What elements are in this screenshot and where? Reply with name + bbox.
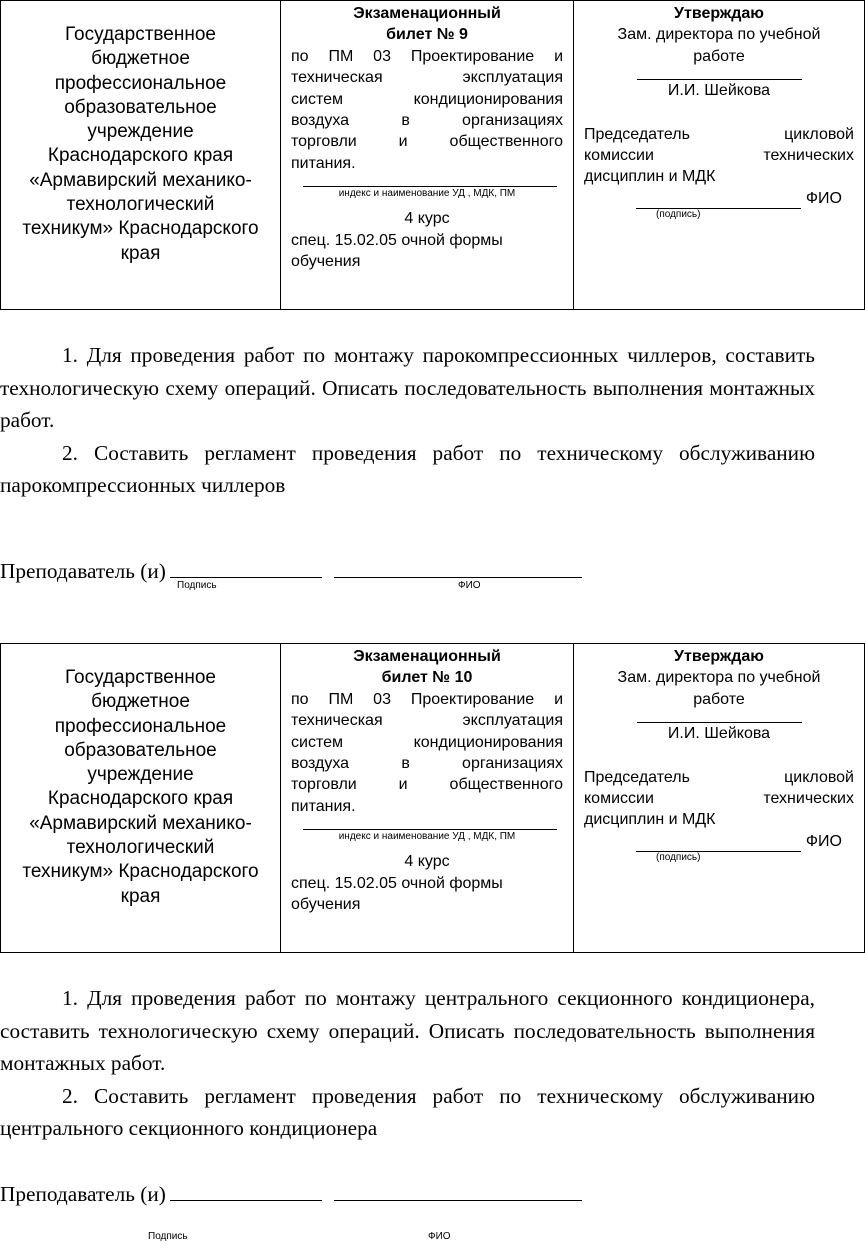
- course: 4 курс: [404, 210, 450, 228]
- ticket-header-table: [0, 643, 865, 953]
- course: 4 курс: [404, 853, 450, 871]
- deputy-name: И.И. Шейкова: [667, 725, 771, 743]
- ticket-number: билет № 10: [381, 669, 473, 687]
- index-caption: индекс и наименование УД , МДК, ПМ: [338, 831, 516, 843]
- study-form: обучения: [291, 253, 361, 271]
- org-line: техникум» Краснодарского: [22, 218, 259, 240]
- index-caption: индекс и наименование УД , МДК, ПМ: [338, 188, 516, 200]
- approval-cell: [574, 644, 865, 953]
- ticket-info-cell: [281, 644, 574, 953]
- org-line: учреждение: [87, 764, 194, 786]
- org-line: технологический: [66, 194, 215, 216]
- org-line: «Армавирский механико-: [29, 812, 252, 834]
- subject-line: техническая эксплуатация: [291, 69, 563, 87]
- questions: [0, 982, 815, 1145]
- ticket-info-cell: [281, 1, 574, 310]
- subject-line: воздуха в организациях: [291, 112, 563, 130]
- org-line: Государственное: [65, 24, 216, 45]
- subject-line: систем кондиционирования: [291, 733, 563, 751]
- speciality: спец. 15.02.05 очной формы: [291, 874, 503, 892]
- study-form: обучения: [291, 896, 361, 914]
- org-line: бюджетное: [91, 691, 190, 713]
- subject-line: воздуха в организациях: [291, 755, 563, 773]
- org-line: технологический: [66, 837, 215, 859]
- org-line: Краснодарского края: [47, 145, 234, 167]
- speciality: спец. 15.02.05 очной формы: [291, 231, 503, 249]
- chair-signature-line: [636, 837, 801, 852]
- teacher-signature-line: [170, 557, 322, 578]
- approval-cell: [574, 1, 865, 310]
- ticket-title: Экзаменационный: [353, 648, 501, 665]
- approve-label: Утверждаю: [674, 5, 764, 22]
- ticket-number: билет № 9: [386, 26, 468, 44]
- teacher-fio-line: [334, 1180, 582, 1201]
- sign-caption: Подпись: [177, 580, 217, 591]
- teacher-line: [0, 557, 582, 584]
- approve-label: Утверждаю: [674, 648, 764, 665]
- deputy-title: Зам. директора по учебной: [617, 669, 821, 687]
- subject-line: систем кондиционирования: [291, 90, 563, 108]
- teacher-label: Преподаватель (и): [0, 559, 166, 583]
- org-line: Краснодарского края: [47, 788, 234, 810]
- org-line: учреждение: [87, 121, 194, 143]
- subject-line: техническая эксплуатация: [291, 712, 563, 730]
- deputy-title: Зам. директора по учебной: [617, 26, 821, 44]
- chair-line: комиссии технических: [584, 147, 854, 165]
- questions: [0, 339, 815, 502]
- ticket-header-table: [0, 0, 865, 310]
- subject-line: торговли и общественного: [291, 776, 563, 794]
- chair-line: дисциплин и МДК: [584, 811, 716, 829]
- question-2: 2. Составить регламент проведения работ по техническому обслуживанию парокомпрессионных чиллеров: [0, 440, 815, 497]
- chair-signature: [584, 831, 854, 852]
- org-cell: [1, 1, 281, 310]
- deputy-name: И.И. Шейкова: [667, 82, 771, 100]
- deputy-title-2: работе: [693, 690, 745, 708]
- subject-line: питания.: [291, 154, 356, 172]
- fio-caption: ФИО: [458, 580, 481, 591]
- subject-line: по ПМ 03 Проектирование и: [291, 690, 563, 708]
- subject-line: торговли и общественного: [291, 133, 563, 151]
- org-line: профессиональное: [54, 715, 227, 737]
- teacher-label: Преподаватель (и): [0, 1182, 166, 1206]
- fio-label: ФИО: [805, 832, 842, 850]
- org-line: края: [120, 885, 161, 907]
- podpis-caption: (подпись): [656, 852, 701, 864]
- subject-line: по ПМ 03 Проектирование и: [291, 47, 563, 65]
- teacher-line: [0, 1180, 582, 1207]
- question-2: 2. Составить регламент проведения работ по техническому обслуживанию центрального секционного кондиционера: [0, 1083, 815, 1140]
- chair-line: Председатель цикловой: [584, 768, 854, 786]
- deputy-title-2: работе: [693, 47, 745, 65]
- question-1: 1. Для проведения работ по монтажу центрального секционного кондиционера, составить технологическую схему операций. Описать последовательность выполнения монтажных работ.: [0, 986, 815, 1075]
- org-cell: [1, 644, 281, 953]
- org-line: профессиональное: [54, 72, 227, 94]
- chair-signature: [584, 188, 854, 209]
- question-1: 1. Для проведения работ по монтажу парокомпрессионных чиллеров, составить технологическую схему операций. Описать последовательность выполнения монтажных работ.: [0, 343, 815, 432]
- chair-line: дисциплин и МДК: [584, 168, 716, 186]
- chair-signature-line: [636, 194, 801, 209]
- sign-caption: Подпись: [148, 1231, 188, 1242]
- chair-line: Председатель цикловой: [584, 125, 854, 143]
- org-line: образовательное: [64, 739, 217, 761]
- org-line: бюджетное: [91, 48, 190, 70]
- fio-caption: ФИО: [428, 1231, 451, 1242]
- podpis-caption: (подпись): [656, 209, 701, 221]
- subject-line: питания.: [291, 797, 356, 815]
- org-line: «Армавирский механико-: [29, 169, 252, 191]
- org-line: образовательное: [64, 96, 217, 118]
- chair-line: комиссии технических: [584, 790, 854, 808]
- org-line: края: [120, 242, 161, 264]
- teacher-fio-line: [334, 557, 582, 578]
- org-line: техникум» Краснодарского: [22, 861, 259, 883]
- ticket-title: Экзаменационный: [353, 5, 501, 22]
- fio-label: ФИО: [805, 189, 842, 207]
- org-line: Государственное: [65, 667, 216, 688]
- teacher-signature-line: [170, 1180, 322, 1201]
